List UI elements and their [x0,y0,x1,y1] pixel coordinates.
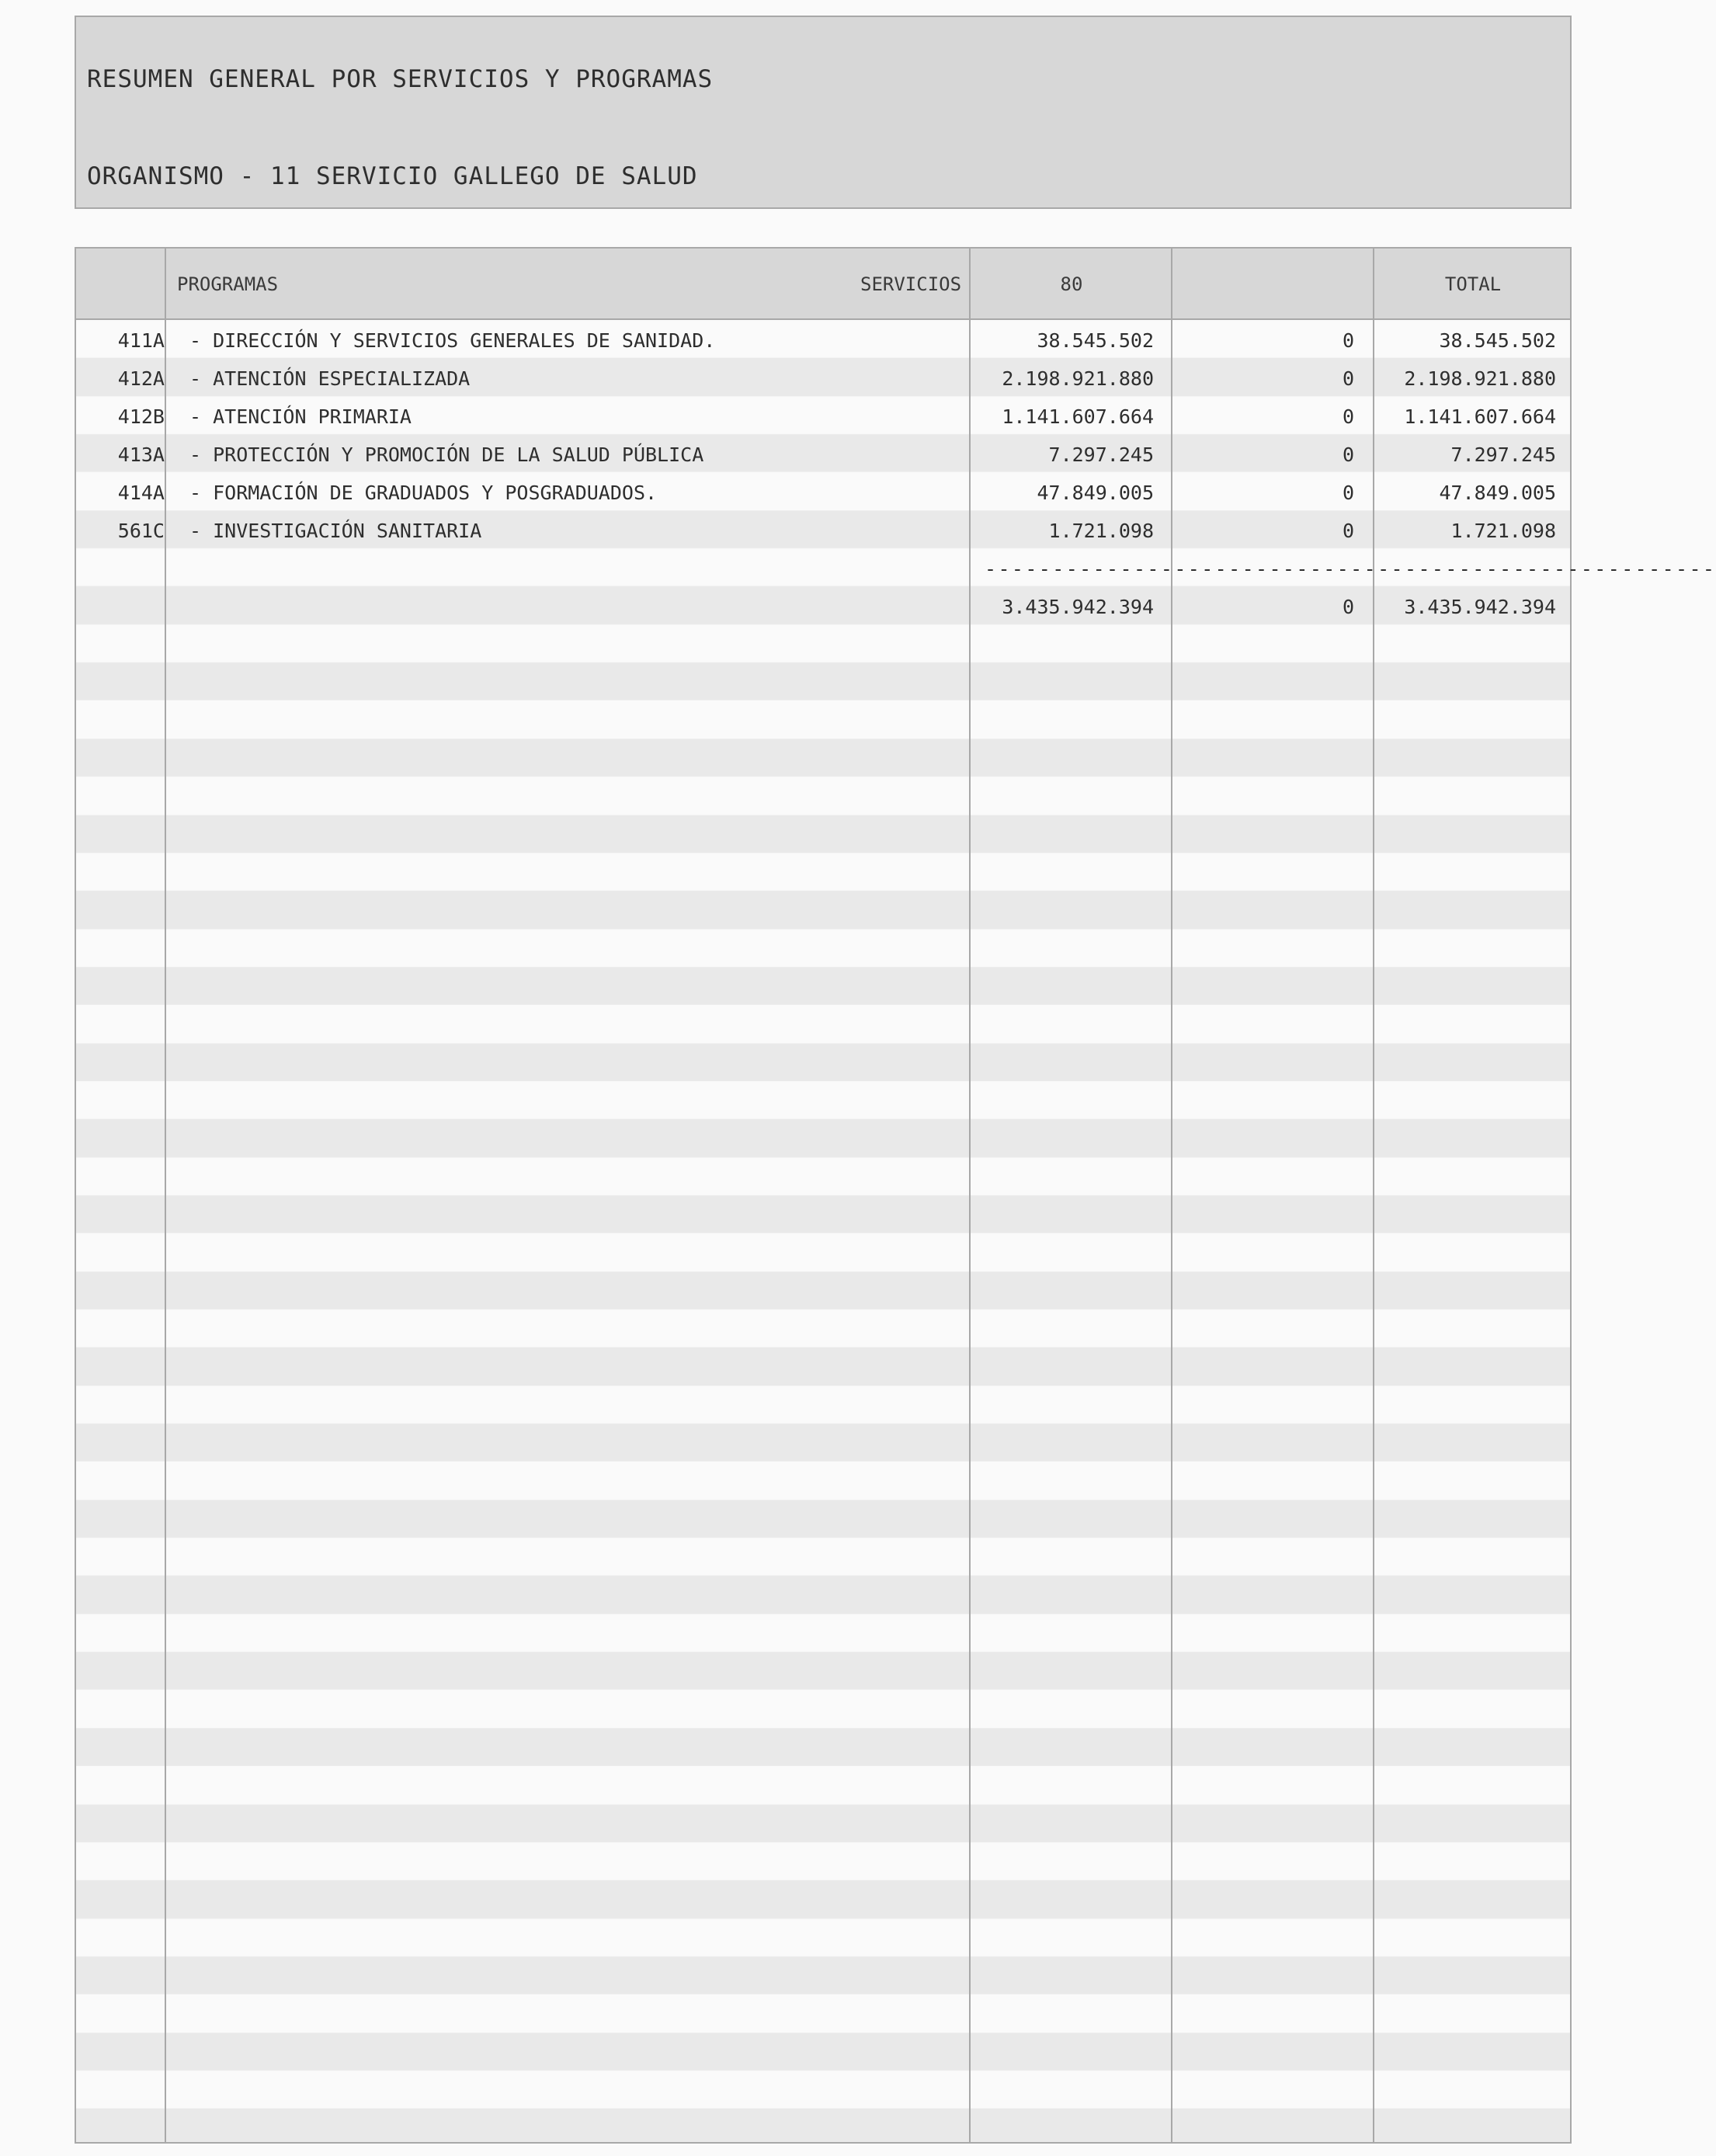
service-80-amount: 38.545.502 [1037,329,1154,352]
program-description: - ATENCIÓN PRIMARIA [189,405,412,428]
other-amount: 0 [1342,405,1354,428]
table-row [76,320,1570,358]
table-row [76,434,1570,472]
header-servicios: SERVICIOS [860,273,962,295]
header-col-80: 80 [1060,273,1083,295]
service-80-amount: 1.721.098 [1048,520,1154,542]
table-row [76,358,1570,396]
other-amount: 0 [1342,482,1354,504]
program-code: 414A [117,482,165,504]
table-row [76,472,1570,510]
program-description: - DIRECCIÓN Y SERVICIOS GENERALES DE SANIDAD. [189,329,716,352]
program-code: 413A [117,443,165,466]
program-description: - INVESTIGACIÓN SANITARIA [189,520,482,542]
program-code: 412A [117,367,165,390]
table-body [76,320,1716,624]
service-80-amount: 47.849.005 [1037,482,1154,504]
total-amount: 7.297.245 [1450,443,1556,466]
total-amount: 38.545.502 [1439,329,1556,352]
total-other: 0 [1342,596,1354,618]
header-total: TOTAL [1444,273,1502,295]
table-header [76,249,1570,320]
grand-total: 3.435.942.394 [1404,596,1556,618]
program-code: 412B [117,405,165,428]
table-row [76,396,1570,434]
other-amount: 0 [1342,329,1354,352]
service-80-amount: 7.297.245 [1048,443,1154,466]
total-amount: 47.849.005 [1439,482,1556,504]
program-code: 411A [117,329,165,352]
total-amount: 1.721.098 [1450,520,1556,542]
budget-table [75,247,1716,2144]
organismo-label: ORGANISMO - 11 SERVICIO GALLEGO DE SALUD [87,162,698,190]
header-programas: PROGRAMAS [177,273,279,295]
total-service-80: 3.435.942.394 [1002,596,1154,618]
other-amount: 0 [1342,443,1354,466]
program-description: - ATENCIÓN ESPECIALIZADA [189,367,471,390]
document-title: RESUMEN GENERAL POR SERVICIOS Y PROGRAMAS [87,65,714,93]
total-amount: 2.198.921.880 [1404,367,1556,390]
totals-row [76,586,1570,624]
program-description: - PROTECCIÓN Y PROMOCIÓN DE LA SALUD PÚBLICA [189,443,704,466]
other-amount: 0 [1342,520,1354,542]
program-code: 561C [117,520,165,542]
service-80-amount: 2.198.921.880 [1002,367,1154,390]
table-row [76,510,1570,548]
separator-row [76,548,1716,586]
service-80-amount: 1.141.607.664 [1002,405,1154,428]
other-amount: 0 [1342,367,1354,390]
total-amount: 1.141.607.664 [1404,405,1556,428]
document-header [75,16,1572,209]
total-separator: ------------------------------------------------------ [985,558,1716,580]
program-description: - FORMACIÓN DE GRADUADOS Y POSGRADUADOS. [189,482,658,504]
